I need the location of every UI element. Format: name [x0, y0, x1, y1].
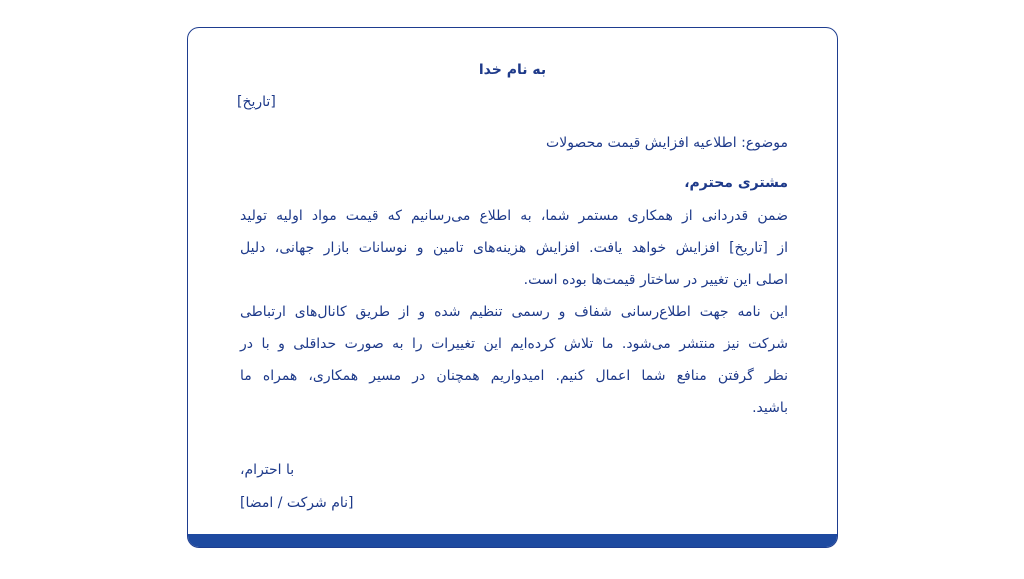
letter-subject: موضوع: اطلاعیه افزایش قیمت محصولات	[546, 135, 788, 151]
paragraph1-line: اصلی این تغییر در ساختار قیمت‌ها بوده است.	[523, 272, 788, 288]
bottom-accent-bar	[188, 534, 837, 547]
letter-date: [تاریخ]	[237, 94, 276, 110]
paragraph1-line: از [تاریخ] افزایش خواهد یافت. افزایش هزینه‌های تامین و نوسانات بازار جهانی، دلیل	[240, 240, 788, 256]
letter-heading: به نام خدا	[478, 62, 547, 78]
paragraph2-line: نظر گرفتن منافع شما اعمال کنیم. امیدواریم همچنان در مسیر همکاری، همراه ما	[240, 368, 788, 384]
letter-closing-container	[240, 462, 788, 478]
paragraph2-line: باشید.	[752, 400, 788, 416]
paragraph1-line: ضمن قدردانی از همکاری مستمر شما، به اطلاع می‌رسانیم که قیمت مواد اولیه تولید	[240, 208, 788, 224]
paragraph2-line: این نامه جهت اطلاع‌رسانی شفاف و رسمی تنظیم شده و از طریق کانال‌های ارتباطی	[240, 304, 788, 320]
letter-signature: [نام شرکت / امضا]	[240, 495, 354, 511]
letter-closing: با احترام،	[240, 462, 295, 478]
letter-body	[240, 200, 788, 424]
letter-card	[187, 27, 838, 548]
letter-greeting: مشتری محترم،	[684, 175, 788, 191]
paragraph2-line: شرکت نیز منتشر می‌شود. ما تلاش کرده‌ایم این تغییرات را به صورت حداقلی و با در	[240, 336, 788, 352]
letter-signature-container	[240, 495, 788, 511]
letter-date-container	[237, 94, 837, 110]
